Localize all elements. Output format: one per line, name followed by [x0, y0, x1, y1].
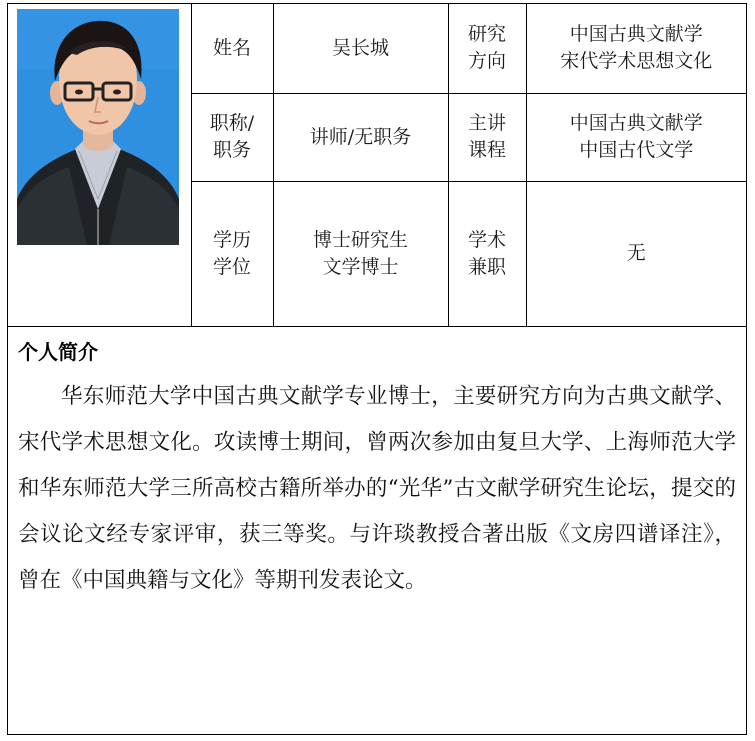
course-label: 主讲 课程 [448, 93, 526, 181]
portrait-photo [17, 9, 179, 245]
bio-section [8, 326, 746, 604]
part-time-value: 无 [526, 181, 746, 326]
name-label: 姓名 [191, 4, 273, 93]
table-row [8, 4, 746, 93]
degree-label: 学历 学位 [191, 181, 273, 326]
title-value: 讲师/无职务 [273, 93, 448, 181]
portrait-image [17, 9, 179, 245]
research-value: 中国古典文献学 宋代学术思想文化 [526, 4, 746, 93]
title-label: 职称/ 职务 [191, 93, 273, 181]
bio-text: 华东师范大学中国古典文献学专业博士，主要研究方向为古典文献学、宋代学术思想文化。攻读博士期间，曾两次参加由复旦大学、上海师范大学和华东师范大学三所高校古籍所举办的“光华”古文献学研究生论坛，提交的会议论文经专家评审，获三等奖。与许琰教授合著出版《文房四谱译注》，曾在《中国典籍与文化》等期刊发表论文。 [18, 384, 736, 593]
bio-heading: 个人简介 [18, 340, 98, 364]
name-value: 吴长城 [273, 4, 448, 93]
profile-table [8, 4, 746, 327]
research-label: 研究 方向 [448, 4, 526, 93]
photo-cell [8, 4, 191, 326]
course-value: 中国古典文献学 中国古代文学 [526, 93, 746, 181]
part-time-label: 学术 兼职 [448, 181, 526, 326]
degree-value: 博士研究生 文学博士 [273, 181, 448, 326]
profile-card [7, 3, 747, 735]
